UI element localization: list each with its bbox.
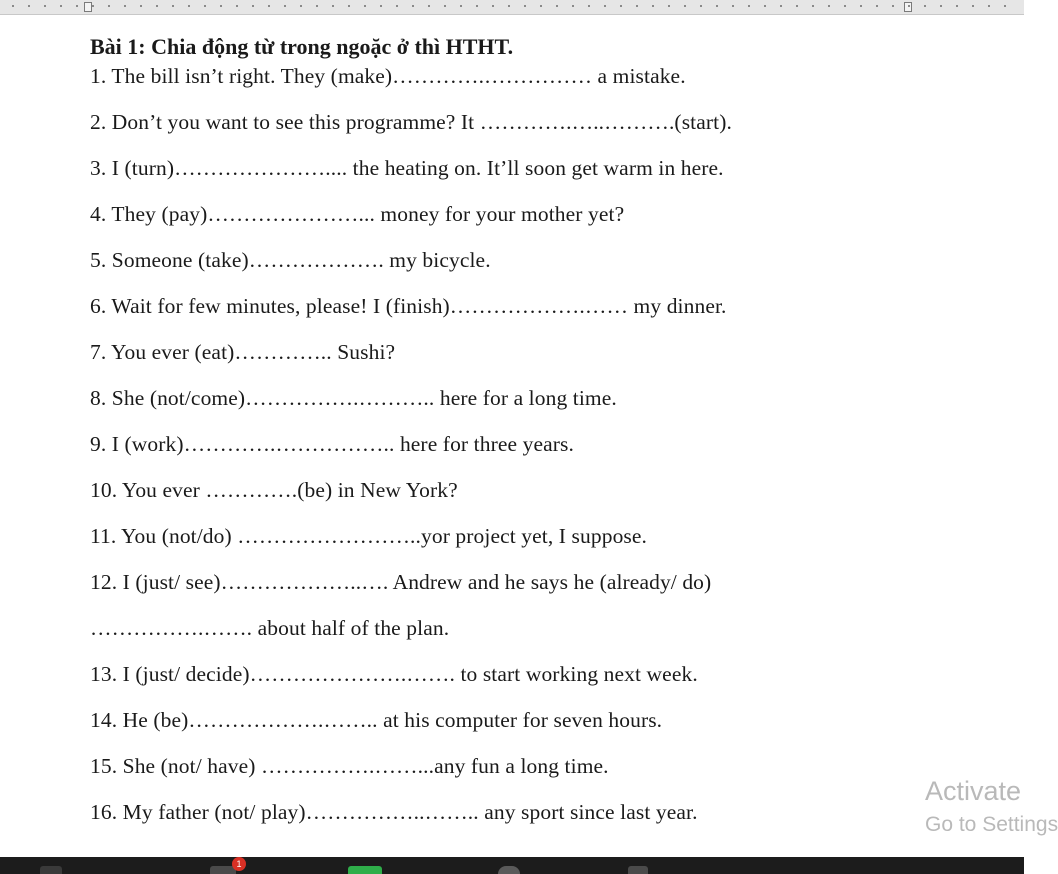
ruler-tick [540,5,542,7]
ruler-tick [12,5,14,7]
activation-watermark-subtitle: Go to Settings [925,813,1058,836]
ruler-tick [988,5,990,7]
ruler-tick [940,5,942,7]
ruler-tick [908,5,910,7]
ruler-tick [780,5,782,7]
ruler-tick [972,5,974,7]
ruler-tick [156,5,158,7]
tray-icon[interactable] [628,866,648,874]
exercise-line-16: 16. My father (not/ play)……………..…….. any sport since last year. [90,800,698,824]
exercise-line-11: 11. You (not/do) ……………………..yor project yet, I suppose. [90,524,647,548]
ruler-tick [636,5,638,7]
notification-badge: 1 [232,857,246,871]
ruler-tick [684,5,686,7]
ruler-tick [92,5,94,7]
ruler-tick [892,5,894,7]
exercise-heading: Bài 1: Chia động từ trong ngoặc ở thì HTHT. [90,34,514,59]
ruler-tick [476,5,478,7]
ruler-tick [796,5,798,7]
ruler-tick [524,5,526,7]
browser-icon[interactable] [498,866,520,874]
ruler-tick [108,5,110,7]
document-page [0,15,1058,857]
ruler-tick [44,5,46,7]
exercise-line-12: 12. I (just/ see)………………..…. Andrew and he says he (already/ do) [90,570,712,594]
ruler-tick [172,5,174,7]
ruler-tick [828,5,830,7]
exercise-line-3: 3. I (turn)………………….... the heating on. It’ll soon get warm in here. [90,156,724,180]
exercise-line-15: 15. She (not/ have) …………….……...any fun a long time. [90,754,609,778]
taskbar [0,857,1024,874]
ruler-tick [316,5,318,7]
ruler-tick [268,5,270,7]
right-indent-marker[interactable] [904,2,912,12]
ruler-tick [876,5,878,7]
ruler-tick [284,5,286,7]
start-icon[interactable] [40,866,62,874]
ruler-tick [1004,5,1006,7]
exercise-line-13: 13. I (just/ decide)………………….……. to start working next week. [90,662,698,686]
exercise-line-10: 10. You ever ………….(be) in New York? [90,478,458,502]
ruler-tick [204,5,206,7]
ruler-tick [300,5,302,7]
ruler-tick [508,5,510,7]
left-indent-marker[interactable] [84,2,92,12]
document-ruler[interactable] [0,0,1024,15]
ruler-tick [924,5,926,7]
ruler-tick [652,5,654,7]
ruler-tick [460,5,462,7]
ruler-tick [60,5,62,7]
activation-watermark-title: Activate [925,776,1022,806]
ruler-tick [412,5,414,7]
exercise-line-1: 1. The bill isn’t right. They (make)………….…………… a mistake. [90,64,686,88]
exercise-line-8: 8. She (not/come)…………….……….. here for a long time. [90,386,617,410]
ruler-tick [700,5,702,7]
ruler-tick [572,5,574,7]
ruler-tick [124,5,126,7]
ruler-tick [588,5,590,7]
ruler-tick [748,5,750,7]
ruler-tick [188,5,190,7]
exercise-line-5: 5. Someone (take)………………. my bicycle. [90,248,491,272]
exercise-line-14: 14. He (be)……………….…….. at his computer for seven hours. [90,708,663,732]
ruler-tick [252,5,254,7]
ruler-tick [812,5,814,7]
ruler-tick [348,5,350,7]
exercise-line-4: 4. They (pay)…………………... money for your mother yet? [90,202,625,226]
ruler-tick [380,5,382,7]
ruler-tick [604,5,606,7]
ruler-tick [236,5,238,7]
ruler-tick [220,5,222,7]
ruler-tick [396,5,398,7]
ruler-tick [140,5,142,7]
ruler-tick [364,5,366,7]
ruler-tick [76,5,78,7]
ruler-tick [620,5,622,7]
ruler-tick [428,5,430,7]
ruler-tick [556,5,558,7]
ruler-tick [844,5,846,7]
ruler-tick [716,5,718,7]
exercise-line-6: 6. Wait for few minutes, please! I (finish)……………….…… my dinner. [90,294,727,318]
ruler-tick [28,5,30,7]
ruler-tick [492,5,494,7]
exercise-line-7: 7. You ever (eat)………….. Sushi? [90,340,396,364]
exercise-line-9: 9. I (work)………….…………….. here for three years. [90,432,574,456]
exercise-line-2: 2. Don’t you want to see this programme? It ………….…..……….(start). [90,110,732,134]
ruler-tick [332,5,334,7]
ruler-tick [668,5,670,7]
ruler-tick [860,5,862,7]
ruler-tick [444,5,446,7]
ruler-tick [732,5,734,7]
ruler-tick [764,5,766,7]
green-app-icon[interactable] [348,866,382,874]
exercise-line-12-cont: …………….……. about half of the plan. [90,616,450,640]
ruler-tick [956,5,958,7]
